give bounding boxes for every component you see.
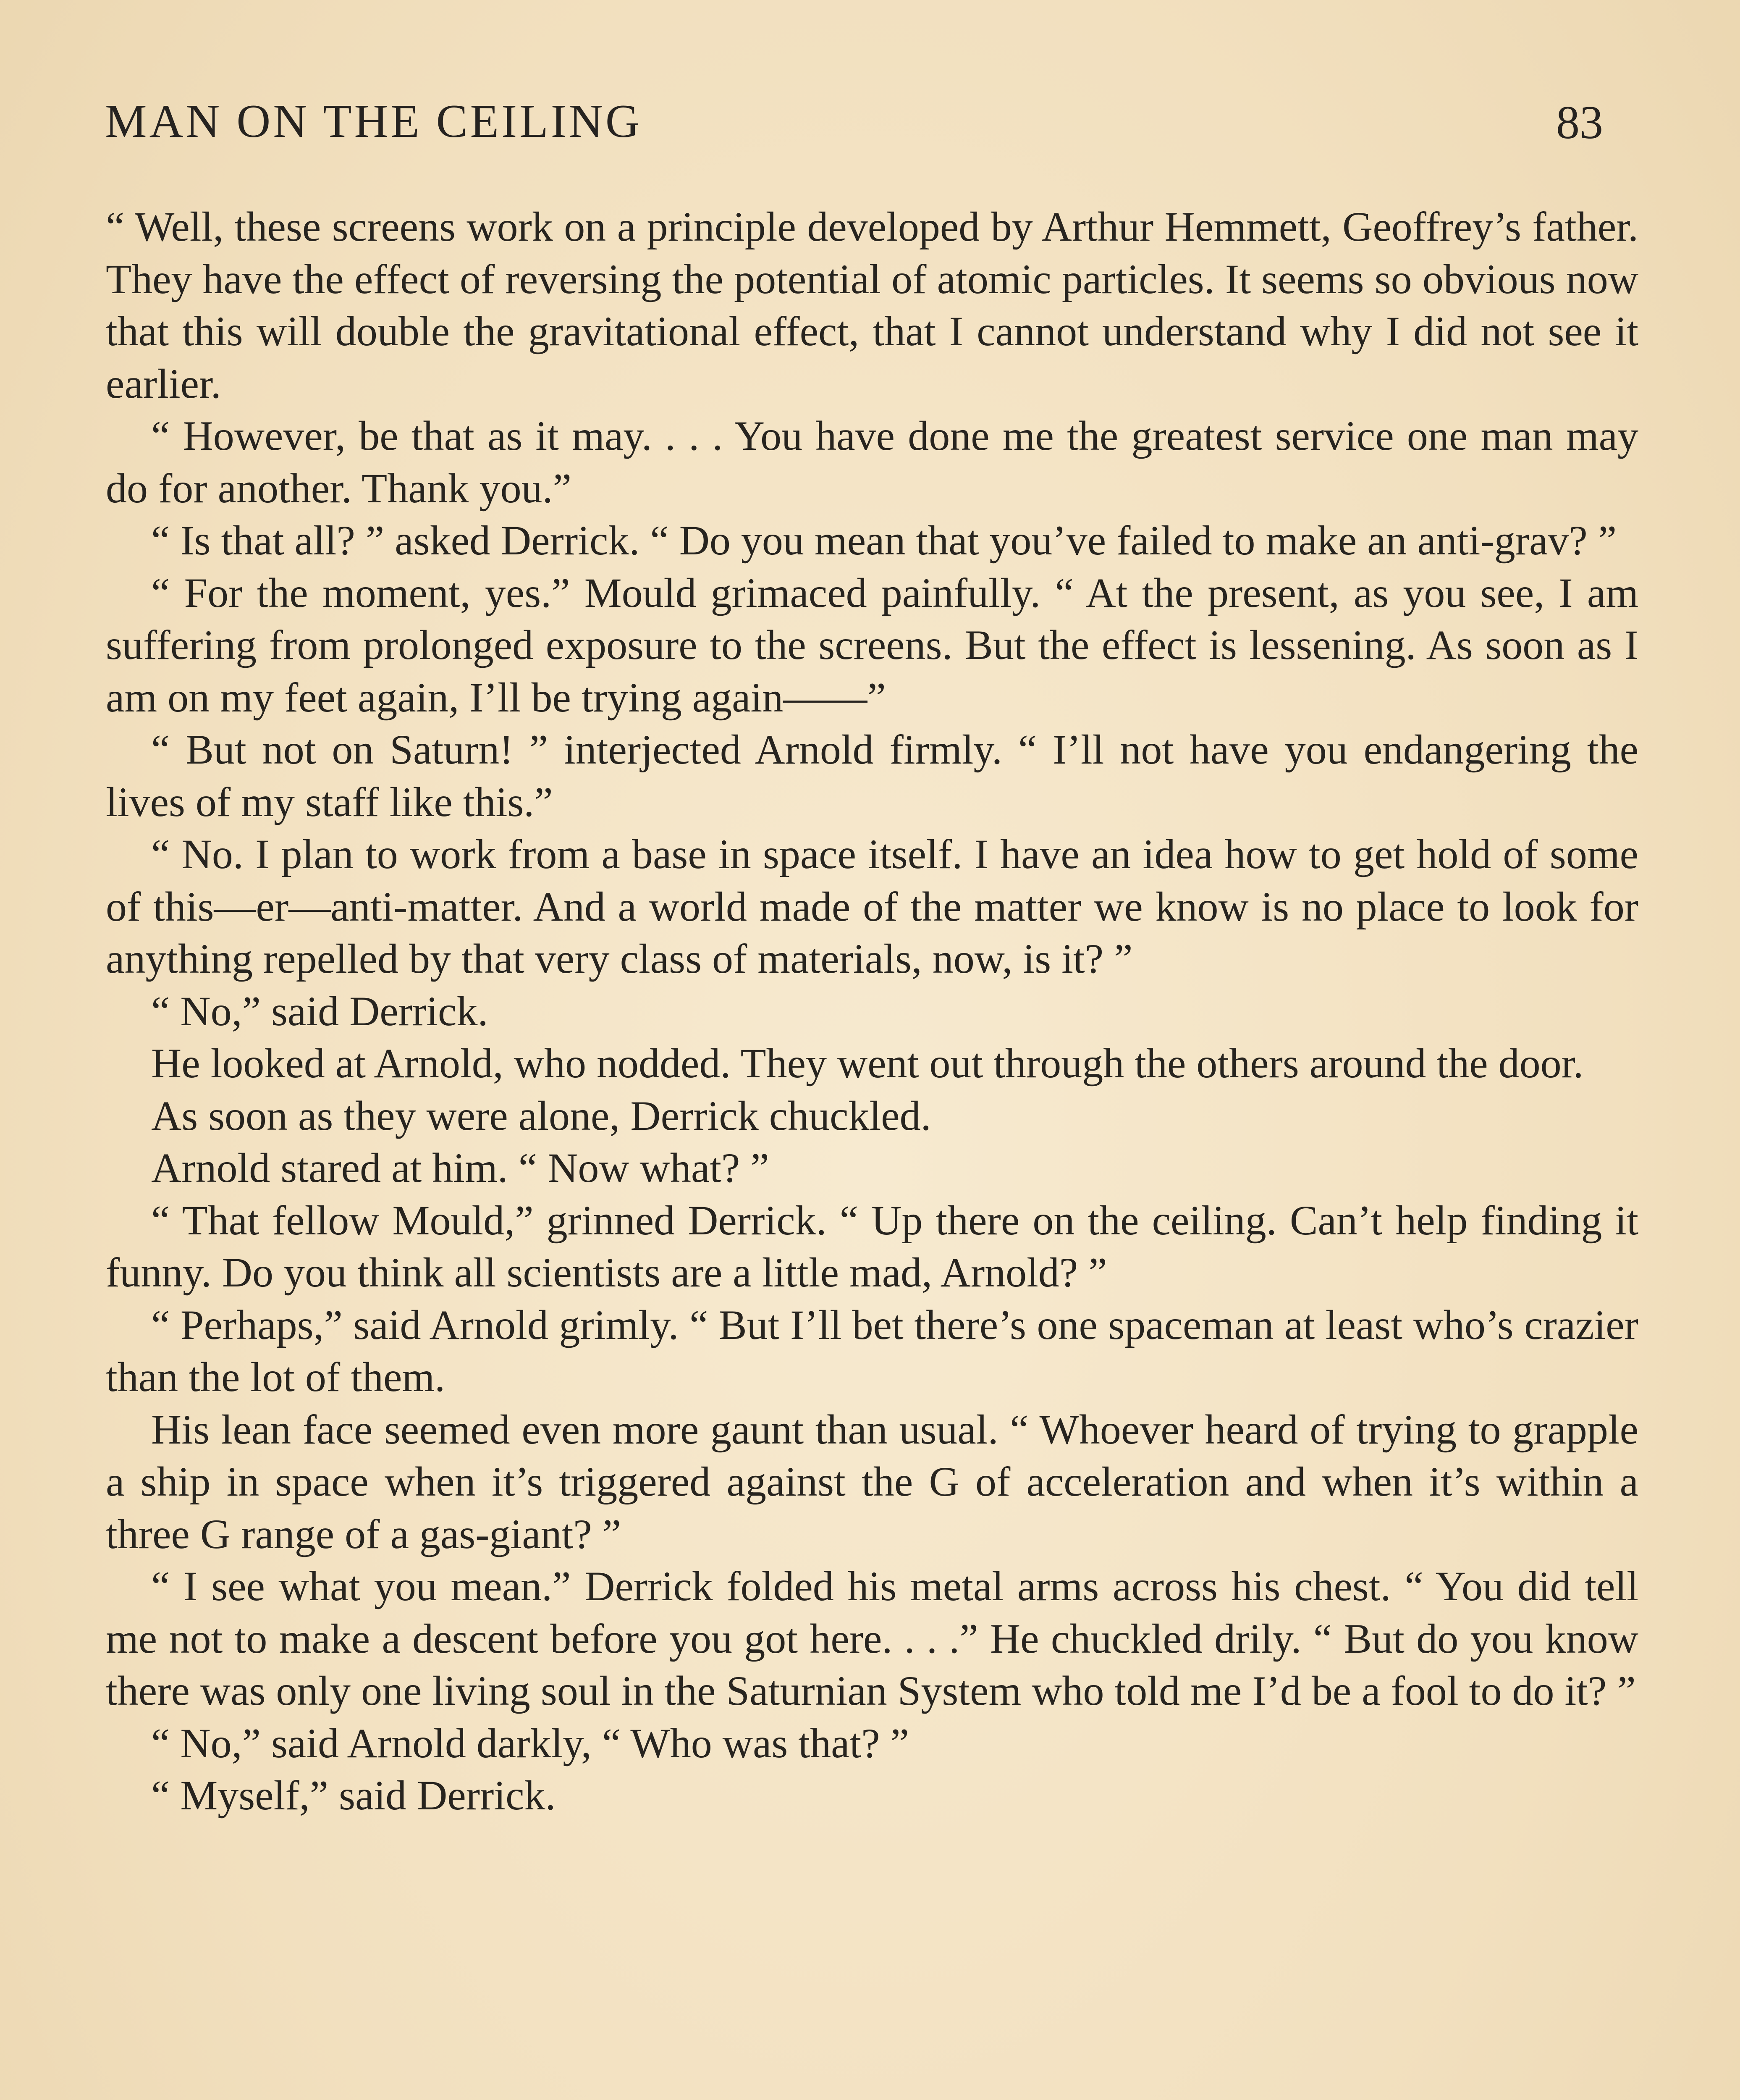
paragraph: His lean face seemed even more gaunt than usual. “ Whoever heard of trying to grapple a ship in space when it’s triggered against the G of acceleration and when it’s within a three G range of a gas-giant? ”: [106, 1406, 1638, 1557]
paragraph: “ Myself,” said Derrick.: [151, 1772, 556, 1819]
running-head: MAN ON THE CEILING: [105, 95, 642, 147]
paragraph: “ Well, these screens work on a principle developed by Arthur Hemmett, Geoffrey’s father. They have the effect of reversing the potential of atomic particles. It seems so obvious now that this will double the gravitational effect, that I cannot understand why I did not see it earlier.: [106, 203, 1638, 407]
paragraph: “ That fellow Mould,” grinned Derrick. “ Up there on the ceiling. Can’t help finding it funny. Do you think all scientists are a little mad, Arnold? ”: [106, 1197, 1638, 1296]
paragraph: “ No,” said Arnold darkly, “ Who was that? ”: [151, 1719, 909, 1767]
paragraph: “ Perhaps,” said Arnold grimly. “ But I’ll bet there’s one spaceman at least who’s crazier than the lot of them.: [106, 1301, 1638, 1400]
paragraph: “ No,” said Derrick.: [151, 987, 488, 1034]
story-text: [106, 201, 1638, 1822]
paragraph: “ I see what you mean.” Derrick folded his metal arms across his chest. “ You did tell me not to make a descent before you got here. . . .” He chuckled drily. “ But do you know there was only one living soul in the Saturnian System who told me I’d be a fool to do it? ”: [106, 1563, 1638, 1714]
paragraph: “ No. I plan to work from a base in space itself. I have an idea how to get hold of some of this—er—anti-matter. And a world made of the matter we know is no place to look for anything repelled by that very class of materials, now, is it? ”: [106, 831, 1638, 982]
page-number: 83: [1556, 97, 1603, 149]
paragraph: Arnold stared at him. “ Now what? ”: [151, 1144, 769, 1191]
paragraph: As soon as they were alone, Derrick chuckled.: [151, 1092, 931, 1139]
paragraph: “ For the moment, yes.” Mould grimaced painfully. “ At the present, as you see, I am suffering from prolonged exposure to the screens. But the effect is lessening. As soon as I am on my feet again, I’ll be trying again——”: [106, 569, 1638, 721]
paragraph: “ Is that all? ” asked Derrick. “ Do you mean that you’ve failed to make an anti-grav? ”: [151, 517, 1617, 564]
paragraph: He looked at Arnold, who nodded. They went out through the others around the door.: [151, 1040, 1584, 1087]
paragraph: “ However, be that as it may. . . . You have done me the greatest service one man may do for another. Thank you.”: [106, 412, 1638, 512]
paragraph: “ But not on Saturn! ” interjected Arnold firmly. “ I’ll not have you endangering the lives of my staff like this.”: [106, 726, 1638, 825]
